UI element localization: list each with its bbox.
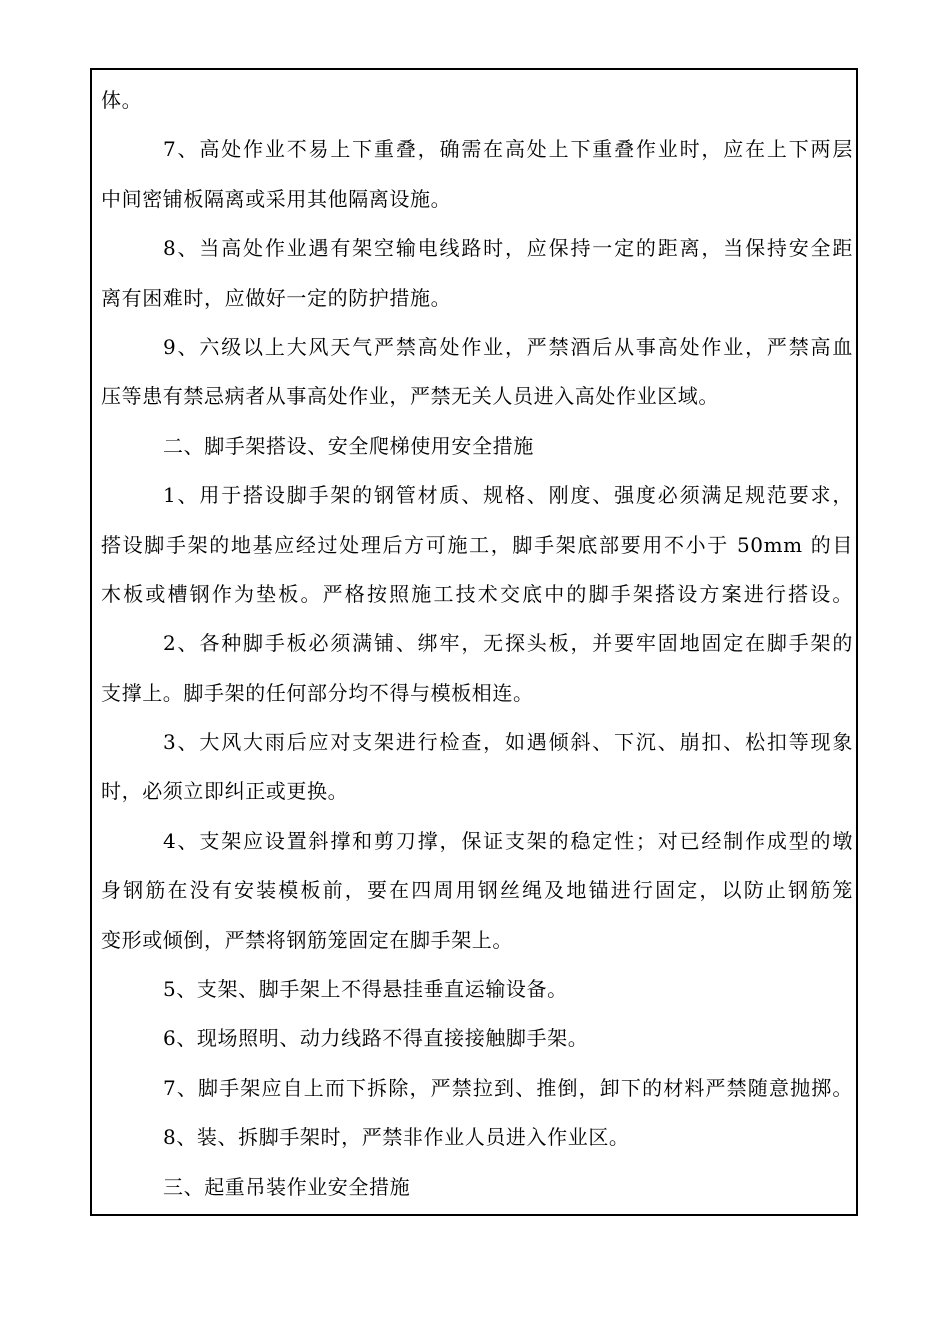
text-line: 二、脚手架搭设、安全爬梯使用安全措施 (163, 433, 534, 458)
text-line: 8、当高处作业遇有架空输电线路时，应保持一定的距离，当保持安全距 (163, 236, 853, 261)
text-line: 2、各种脚手板必须满铺、绑牢，无探头板，并要牢固地固定在脚手架的 (163, 631, 853, 656)
text-line: 时，必须立即纠正或更换。 (101, 779, 349, 804)
document-body (101, 76, 853, 1212)
text-line: 变形或倾倒，严禁将钢筋笼固定在脚手架上。 (101, 927, 513, 952)
text-line: 7、脚手架应自上而下拆除，严禁拉到、推倒，卸下的材料严禁随意抛掷。 (163, 1075, 853, 1100)
text-line: 离有困难时，应做好一定的防护措施。 (101, 285, 452, 310)
text-line: 身钢筋在没有安装模板前，要在四周用钢丝绳及地锚进行固定，以防止钢筋笼 (101, 878, 853, 903)
text-line: 体。 (101, 88, 143, 112)
text-line: 三、起重吊装作业安全措施 (163, 1174, 411, 1199)
text-line: 压等患有禁忌病者从事高处作业，严禁无关人员进入高处作业区域。 (101, 384, 719, 409)
text-line: 5、支架、脚手架上不得悬挂垂直运输设备。 (163, 977, 568, 1002)
document-frame (90, 68, 858, 1216)
text-line: 4、支架应设置斜撑和剪刀撑，保证支架的稳定性；对已经制作成型的墩 (163, 828, 853, 853)
text-line: 木板或槽钢作为垫板。严格按照施工技术交底中的脚手架搭设方案进行搭设。 (101, 581, 853, 606)
text-line: 1、用于搭设脚手架的钢管材质、规格、刚度、强度必须满足规范要求， (163, 483, 853, 508)
text-line: 7、高处作业不易上下重叠，确需在高处上下重叠作业时，应在上下两层 (163, 137, 853, 162)
text-line: 8、装、拆脚手架时，严禁非作业人员进入作业区。 (163, 1125, 630, 1150)
text-line: 搭设脚手架的地基应经过处理后方可施工，脚手架底部要用不小于 50mm 的目 (101, 532, 853, 557)
text-line: 6、现场照明、动力线路不得直接接触脚手架。 (163, 1026, 589, 1051)
text-line: 3、大风大雨后应对支架进行检查，如遇倾斜、下沉、崩扣、松扣等现象 (163, 730, 853, 755)
text-line: 中间密铺板隔离或采用其他隔离设施。 (101, 186, 452, 211)
text-line: 支撑上。脚手架的任何部分均不得与模板相连。 (101, 680, 534, 705)
text-line: 9、六级以上大风天气严禁高处作业，严禁酒后从事高处作业，严禁高血 (163, 334, 853, 359)
